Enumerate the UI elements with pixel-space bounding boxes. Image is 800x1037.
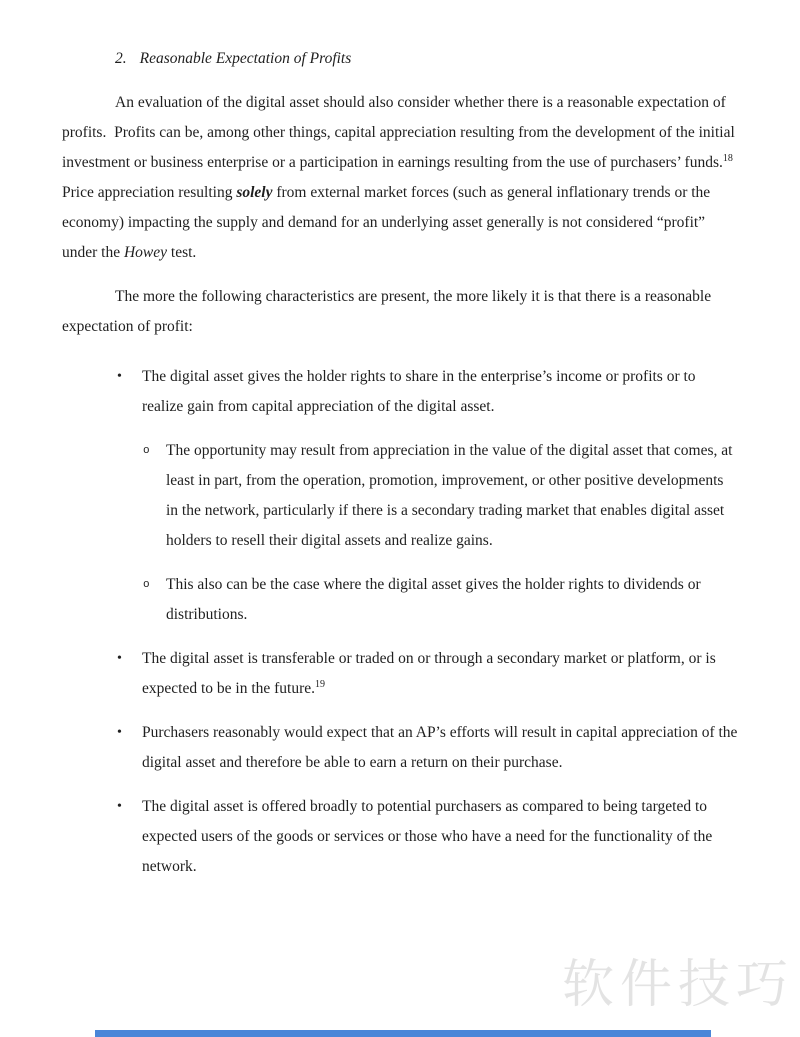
text-segment: 18 bbox=[722, 152, 733, 164]
circle-bullet-icon: o bbox=[143, 579, 150, 591]
sub-bullet-item bbox=[62, 570, 738, 630]
bullet-item bbox=[62, 718, 738, 778]
circle-bullet-icon: o bbox=[143, 445, 150, 457]
paragraph bbox=[62, 282, 738, 342]
document-body bbox=[62, 44, 738, 882]
bullet-item bbox=[62, 644, 738, 704]
text-segment: The digital asset gives the holder rights to share in the enterprise’s income or profits or to realize gain from capital appreciation of the digital asset. bbox=[142, 368, 696, 415]
bullet-item bbox=[62, 792, 738, 882]
bullet-text bbox=[142, 644, 738, 704]
text-segment: The digital asset is offered broadly to potential purchasers as compared to being targeted to expected users of the goods or services or those who have a need for the functionality of the network. bbox=[142, 798, 713, 875]
sub-bullet-text bbox=[166, 436, 738, 556]
text-segment: solely bbox=[236, 184, 273, 201]
paragraph bbox=[62, 88, 738, 268]
section-number: 2. bbox=[115, 50, 127, 67]
bullet-item bbox=[62, 362, 738, 422]
footer-accent-bar bbox=[95, 1030, 711, 1037]
section-heading bbox=[115, 44, 738, 74]
section-title: Reasonable Expectation of Profits bbox=[139, 50, 352, 67]
text-segment: An evaluation of the digital asset should also consider whether there is a reasonable expectation of profits. Profits can be, among other things, capital appreciation resulting from the development of the initial investment or business enterprise or a participation in earnings resulting from the use of purchasers’ funds. bbox=[62, 94, 735, 171]
bullet-icon: • bbox=[117, 799, 122, 814]
bullet-icon: • bbox=[117, 725, 122, 740]
bullet-text bbox=[142, 792, 738, 882]
sub-bullet-item bbox=[62, 436, 738, 556]
text-segment: Price appreciation resulting bbox=[62, 154, 737, 201]
text-segment: The opportunity may result from appreciation in the value of the digital asset that comes, at least in part, from the operation, promotion, improvement, or other positive developments in the network, particularly if there is a secondary trading market that enables digital asset holders to resell their digital assets and realize gains. bbox=[166, 442, 733, 549]
bullet-icon: • bbox=[117, 651, 122, 666]
watermark: 软件技巧 bbox=[561, 956, 794, 1014]
text-segment: This also can be the case where the digital asset gives the holder rights to dividends or distributions. bbox=[166, 576, 701, 623]
bullet-icon: • bbox=[117, 369, 122, 384]
text-segment: test. bbox=[167, 244, 197, 261]
text-segment: from external market forces (such as general inflationary trends or the economy) impacting the supply and demand for an underlying asset generally is not considered “profit” under the bbox=[62, 184, 711, 261]
bullet-text bbox=[142, 362, 738, 422]
text-segment: The digital asset is transferable or traded on or through a secondary market or platform, or is expected to be in the future. bbox=[142, 650, 716, 697]
text-segment: Howey bbox=[123, 244, 168, 261]
text-segment: 19 bbox=[315, 678, 326, 690]
text-segment: Purchasers reasonably would expect that an AP’s efforts will result in capital appreciation of the digital asset and therefore be able to earn a return on their purchase. bbox=[142, 724, 738, 771]
sub-bullet-text bbox=[166, 570, 738, 630]
text-segment: The more the following characteristics are present, the more likely it is that there is a reasonable expectation of profit: bbox=[62, 288, 712, 335]
bullet-text bbox=[142, 718, 738, 778]
